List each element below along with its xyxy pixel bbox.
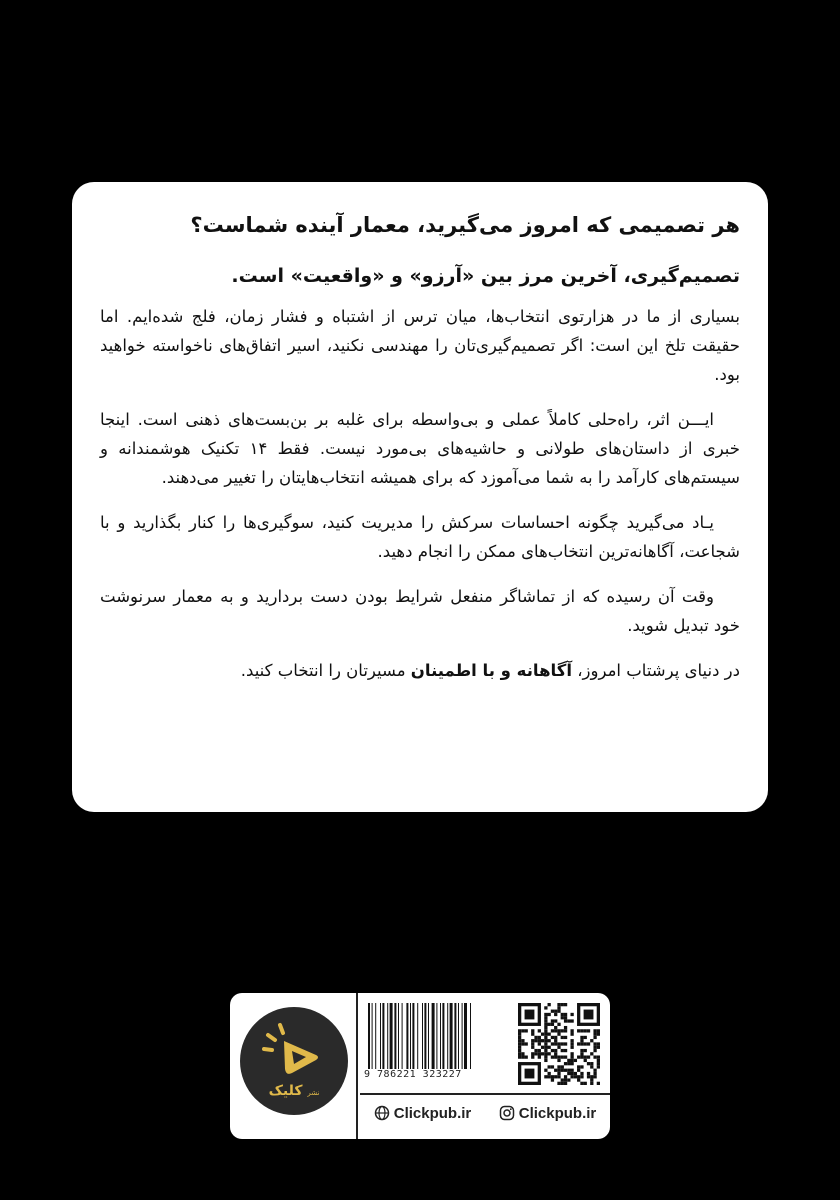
logo-circle <box>240 1007 348 1115</box>
publisher-logo <box>230 993 358 1139</box>
isbn-number: 9 786221 323227 <box>364 1069 462 1080</box>
globe-icon <box>374 1105 390 1121</box>
closing-text-bold: آگاهانه و با اطمینان <box>410 661 572 680</box>
publisher-footer-box <box>230 993 610 1139</box>
qr-code-icon <box>518 1003 600 1085</box>
contact-links <box>360 1093 610 1131</box>
instagram-link[interactable] <box>499 1105 597 1122</box>
closing-text-end: مسیرتان را انتخاب کنید. <box>240 661 411 680</box>
barcode-bars <box>368 1003 502 1069</box>
isbn-barcode <box>360 997 510 1089</box>
back-cover-text-panel <box>72 182 768 812</box>
closing-text-start: در دنیای پرشتاب امروز، <box>571 661 740 680</box>
paragraph-3: یـاد می‌گیرید چگونه احساسات سرکش را مدیریت کنید، سوگیری‌ها را کنار بگذارید و با شجاعت، آگاهانه‌ترین انتخاب‌های ممکن را انجام دهید. <box>100 513 740 561</box>
website-link[interactable] <box>374 1105 472 1122</box>
paragraph-1: بسیاری از ما در هزارتوی انتخاب‌ها، میان ترس از اشتباه و فشار زمان، فلج شده‌ایم. اما حقیقت تلخ این است: اگر تصمیم‌گیری‌تان را مهندسی نکنید، اسیر اتفاق‌های ناخواسته خواهید بود. <box>100 307 740 384</box>
qr-code <box>518 1003 600 1085</box>
instagram-text: Clickpub.ir <box>518 1104 597 1122</box>
headline: هر تصمیمی که امروز می‌گیرید، معمار آینده شماست؟ <box>190 213 740 237</box>
closing-paragraph <box>100 656 740 685</box>
paragraph-4: وقت آن رسیده که از تماشاگر منفعل شرایط بودن دست بردارید و به معمار سرنوشت خود تبدیل شوید. <box>100 587 740 635</box>
subheadline: تصمیم‌گیری، آخرین مرز بین «آرزو» و «واقعیت» است. <box>231 265 740 287</box>
paragraph-2: ایـــن اثر، راه‌حلی کاملاً عملی و بی‌واسطه برای غلبه بر بن‌بست‌های ذهنی است. اینجا خبری از داستان‌های طولانی و حاشیه‌های بی‌مورد نیست. فقط ۱۴ تکنیک هوشمندانه و سیستم‌های کارآمد را به شما می‌آموزد که برای همیشه انتخاب‌هایتان را تغییر می‌دهند. <box>100 410 740 487</box>
website-text: Clickpub.ir <box>393 1104 472 1122</box>
logo-text: نشر کلیک <box>268 1083 320 1099</box>
instagram-icon <box>499 1105 515 1121</box>
